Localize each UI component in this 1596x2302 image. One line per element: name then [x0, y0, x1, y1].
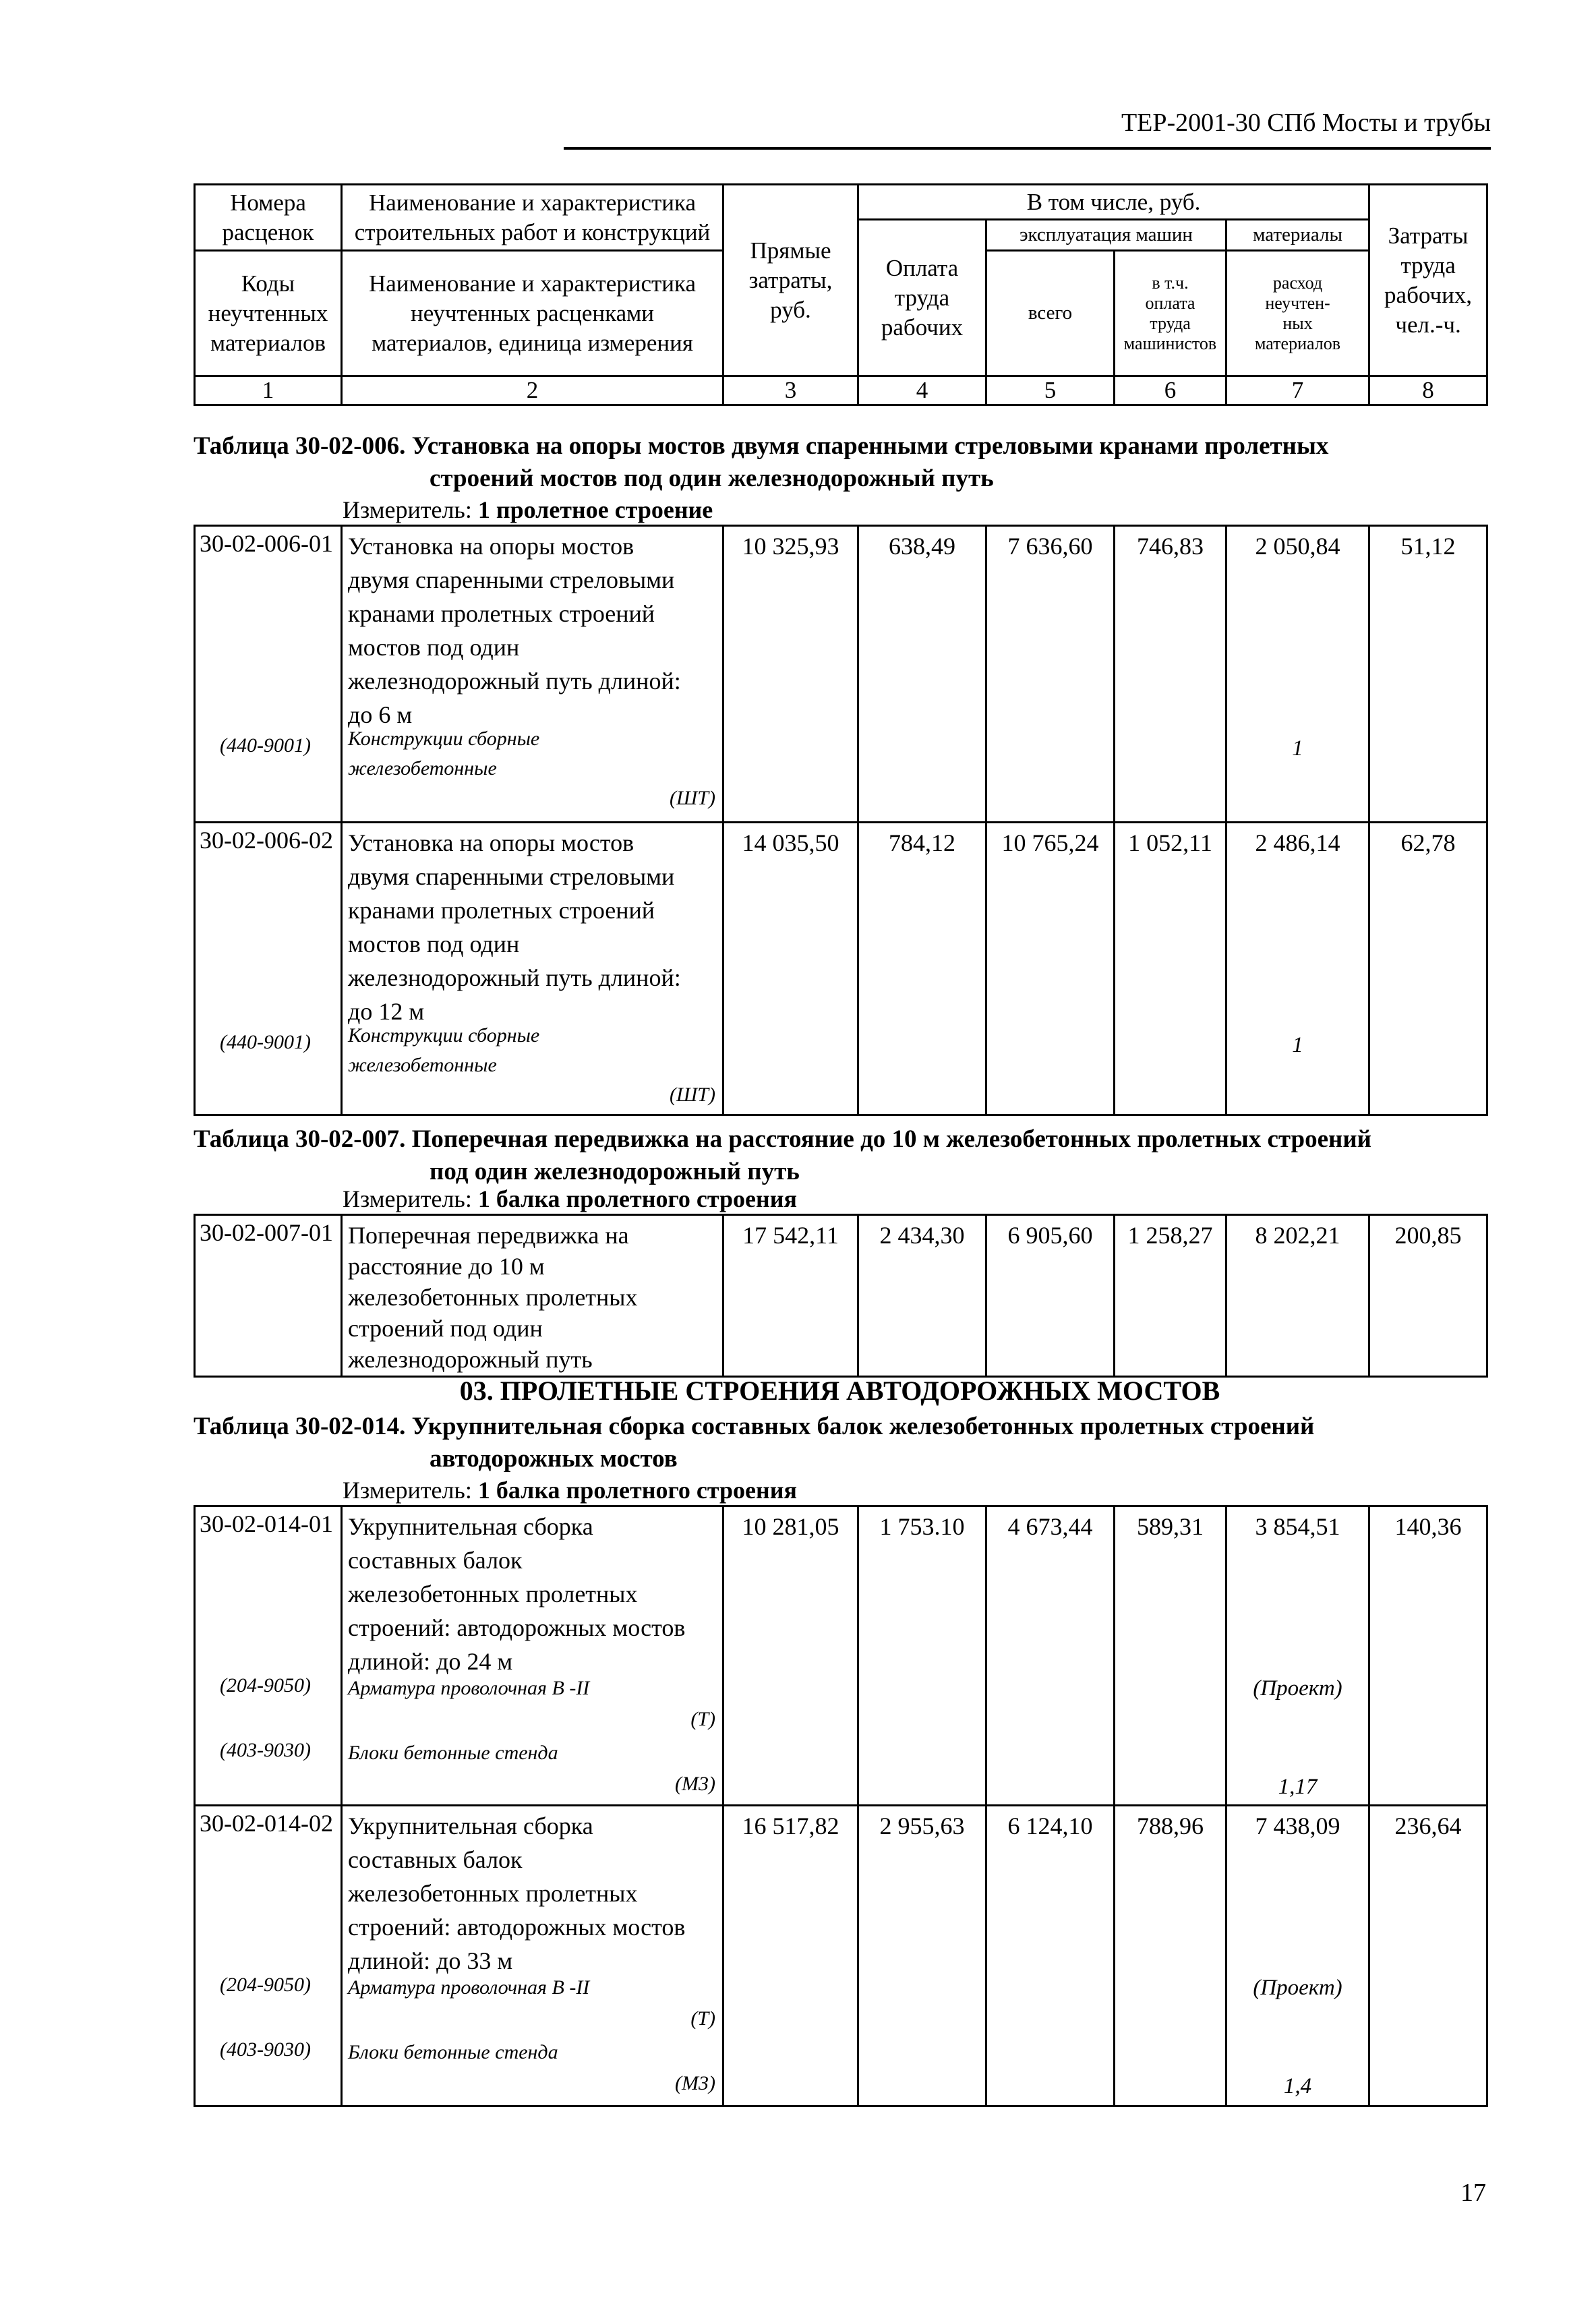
col-materials-group-header: материалы	[1226, 220, 1369, 251]
table-title: Таблица 30-02-007. Поперечная передвижка на расстояние до 10 м железобетонных пролетных строений под один железнодорожный путь	[194, 1125, 1371, 1185]
col-number: 7	[1226, 376, 1369, 405]
materials-cost-cell: 2 050,84 1	[1226, 526, 1369, 823]
rate-name-cell: Поперечная передвижка на расстояние до 10 м железобетонных пролетных строений под один железнодорожный путь	[342, 1215, 723, 1377]
col-code-header-bottom: Коды неучтенных материалов	[195, 251, 342, 376]
labor-hours-cell: 140,36	[1369, 1506, 1487, 1806]
rates-table	[194, 525, 1488, 1116]
rate-name-cell: Укрупнительная сборка составных балок железобетонных пролетных строений: автодорожных мостов длиной: до 33 м Арматура проволочная В -II (Т) Блоки бетонные стенда (М3)	[342, 1806, 723, 2106]
col-number: 5	[986, 376, 1115, 405]
col-code-header: Номера расценок	[195, 185, 342, 251]
col-direct-header: Прямые затраты, руб.	[723, 185, 858, 376]
table-row	[195, 1806, 1487, 2106]
document-title: ТЕР-2001-30 СПб Мосты и трубы	[1121, 109, 1491, 137]
col-mat-qty-header: расход неучтен- ных материалов	[1226, 251, 1369, 376]
materials-cost-cell: 8 202,21	[1226, 1215, 1369, 1377]
machine-cost-cell: 6 124,10	[986, 1806, 1115, 2106]
col-incl-header: В том числе, руб.	[858, 185, 1369, 220]
rate-code-cell: 30-02-006-01 (440-9001)	[195, 526, 342, 823]
operator-cost-cell: 1 052,11	[1115, 823, 1226, 1115]
operator-cost-cell: 1 258,27	[1115, 1215, 1226, 1377]
labor-cost-cell: 2 955,63	[858, 1806, 986, 2106]
table-row	[195, 526, 1487, 823]
machine-cost-cell: 4 673,44	[986, 1506, 1115, 1806]
materials-cost-cell: 2 486,14 1	[1226, 823, 1369, 1115]
col-operators-header: в т.ч. оплата труда машинистов	[1115, 251, 1226, 376]
table-title: Таблица 30-02-006. Установка на опоры мостов двумя спаренными стреловыми кранами пролетных строений мостов под один железнодорожный путь	[194, 432, 1329, 492]
col-number: 4	[858, 376, 986, 405]
labor-hours-cell: 200,85	[1369, 1215, 1487, 1377]
col-name-header-bottom: Наименование и характеристика неучтенных расценками материалов, единица измерения	[342, 251, 723, 376]
page-header	[564, 108, 1491, 150]
rate-name-cell: Установка на опоры мостов двумя спаренными стреловыми кранами пролетных строений мостов под один железнодорожный путь длиной: до 12 м Конструкции сборные железобетонные (ШТ)	[342, 823, 723, 1115]
labor-cost-cell: 2 434,30	[858, 1215, 986, 1377]
page-number: 17	[1460, 2179, 1486, 2207]
col-name-header: Наименование и характеристика строительных работ и конструкций	[342, 185, 723, 251]
operator-cost-cell: 746,83	[1115, 526, 1226, 823]
rate-name-cell: Установка на опоры мостов двумя спаренными стреловыми кранами пролетных строений мостов под один железнодорожный путь длиной: до 6 м Конструкции сборные железобетонные (ШТ)	[342, 526, 723, 823]
rates-table	[194, 1214, 1488, 1378]
machine-cost-cell: 7 636,60	[986, 526, 1115, 823]
rate-code-cell: 30-02-014-02 (204-9050) (403-9030)	[195, 1806, 342, 2106]
rate-name-cell: Укрупнительная сборка составных балок железобетонных пролетных строений: автодорожных мостов длиной: до 24 м Арматура проволочная В -II (Т) Блоки бетонные стенда (М3)	[342, 1506, 723, 1806]
col-number: 2	[342, 376, 723, 405]
labor-hours-cell: 62,78	[1369, 823, 1487, 1115]
direct-cost-cell: 14 035,50	[723, 823, 858, 1115]
rate-code-cell: 30-02-007-01	[195, 1215, 342, 1377]
rate-code-cell: 30-02-006-02 (440-9001)	[195, 823, 342, 1115]
direct-cost-cell: 17 542,11	[723, 1215, 858, 1377]
operator-cost-cell: 788,96	[1115, 1806, 1226, 2106]
labor-hours-cell: 51,12	[1369, 526, 1487, 823]
labor-cost-cell: 1 753.10	[858, 1506, 986, 1806]
col-number: 6	[1115, 376, 1226, 405]
measure-unit: Измеритель: 1 балка пролетного строения	[343, 1477, 797, 1504]
table-title: Таблица 30-02-014. Укрупнительная сборка составных балок железобетонных пролетных строений автодорожных мостов	[194, 1413, 1315, 1473]
section-title: 03. ПРОЛЕТНЫЕ СТРОЕНИЯ АВТОДОРОЖНЫХ МОСТОВ	[459, 1376, 1220, 1406]
table-row	[195, 1215, 1487, 1377]
machine-cost-cell: 10 765,24	[986, 823, 1115, 1115]
labor-cost-cell: 638,49	[858, 526, 986, 823]
col-hours-header: Затраты труда рабочих, чел.-ч.	[1369, 185, 1487, 376]
col-number: 1	[195, 376, 342, 405]
direct-cost-cell: 10 281,05	[723, 1506, 858, 1806]
rates-table	[194, 1505, 1488, 2107]
direct-cost-cell: 16 517,82	[723, 1806, 858, 2106]
col-number: 3	[723, 376, 858, 405]
table-row	[195, 823, 1487, 1115]
materials-cost-cell: 7 438,09 (Проект) 1,4	[1226, 1806, 1369, 2106]
machine-cost-cell: 6 905,60	[986, 1215, 1115, 1377]
labor-hours-cell: 236,64	[1369, 1806, 1487, 2106]
col-machines-group-header: эксплуатация машин	[986, 220, 1226, 251]
measure-unit: Измеритель: 1 пролетное строение	[343, 496, 713, 523]
operator-cost-cell: 589,31	[1115, 1506, 1226, 1806]
direct-cost-cell: 10 325,93	[723, 526, 858, 823]
rate-code-cell: 30-02-014-01 (204-9050) (403-9030)	[195, 1506, 342, 1806]
column-header-table	[194, 183, 1488, 406]
col-machines-header: всего	[986, 251, 1115, 376]
table-row	[195, 1506, 1487, 1806]
measure-unit: Измеритель: 1 балка пролетного строения	[343, 1185, 797, 1212]
labor-cost-cell: 784,12	[858, 823, 986, 1115]
col-number: 8	[1369, 376, 1487, 405]
col-labor-header: Оплата труда рабочих	[858, 220, 986, 376]
materials-cost-cell: 3 854,51 (Проект) 1,17	[1226, 1506, 1369, 1806]
